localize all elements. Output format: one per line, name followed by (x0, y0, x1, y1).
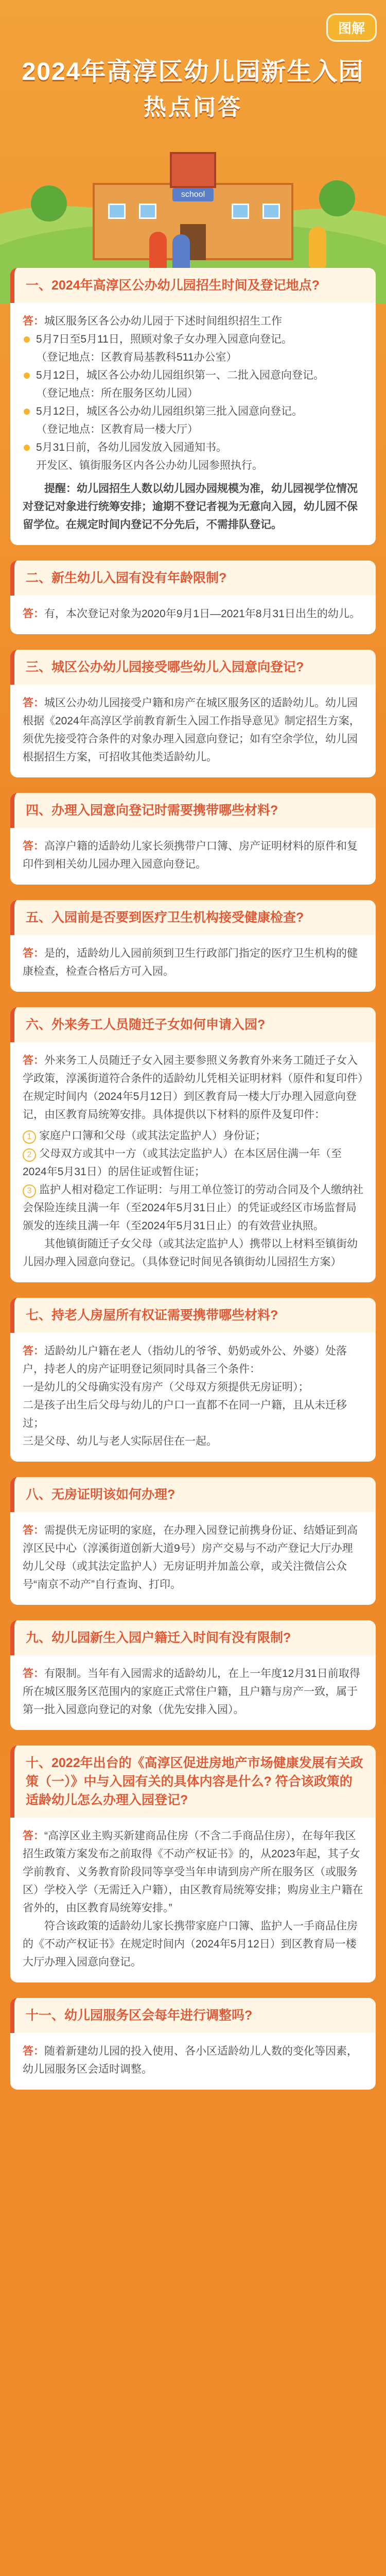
answer-label: 答： (23, 1668, 44, 1680)
answer-label: 答： (23, 947, 44, 959)
question-title: 四、办理入园意向登记时需要携带哪些材料? (26, 803, 278, 818)
qa-section-11 (10, 1998, 376, 2090)
answer-label: 答： (23, 608, 44, 620)
question-title: 十一、幼儿园服务区会每年进行调整吗? (26, 2008, 253, 2023)
question-title: 十、2022年出台的《高淳区促进房地产市场健康发展有关政策（一）》中与入园有关的具体内容是什么? 符合该政策的适龄幼儿怎么办理入园登记? (26, 1756, 363, 1807)
answer-label: 答： (23, 1524, 44, 1536)
answer-label: 答： (23, 697, 44, 709)
condition-line: 一是幼儿的父母确实没有房产（父母双方须提供无房证明）； (23, 1381, 309, 1393)
qa-list (10, 268, 376, 2105)
question-title: 三、城区公办幼儿园接受哪些幼儿入园意向登记? (26, 660, 304, 674)
answer-label: 答： (23, 1345, 44, 1357)
question-title: 六、外来务工人员随迁子女如何申请入园? (26, 1018, 266, 1032)
answer-label: 答： (23, 1055, 44, 1066)
question-title: 一、2024年高淳区公办幼儿园招生时间及登记地点? (26, 278, 320, 293)
reminder-note: 提醒：幼儿园招生人数以幼儿园办园规模为准，幼儿园视学位情况对登记对象进行统筹安排；逾期不登记者视为无意向入园，幼儿园不保留学位。在规定时间内登记不分先后，不需排队登记。 (23, 483, 358, 531)
question-title: 五、入园前是否要到医疗卫生机构接受健康检查? (26, 910, 304, 925)
qa-section-1 (10, 268, 376, 545)
qa-section-6 (10, 1007, 376, 1282)
number-1-icon: 1 (23, 1130, 36, 1144)
tree-icon (31, 185, 67, 222)
qa-section-4 (10, 793, 376, 885)
answer-text: 外来务工人员随迁子女入园主要参照义务教育外来务工随迁子女入学政策，淳溪街道符合条件的适龄幼儿凭相关证明材料（原件和复印件）在规定时间内（2024年5月12日）到区教育局一楼大厅办理入园意向登记，由区教育局统筹安排。具体提供以下材料的原件及复印件： (23, 1055, 363, 1121)
qa-section-2 (10, 561, 376, 634)
answer-text: 城区公办幼儿园接受户籍和房产在城区服务区的适龄幼儿。幼儿园根据《2024年高淳区学前教育新生入园工作指导意见》制定招生方案，须优先接受符合条件的对象办理入园意向登记；如有空余学位，幼儿园根据招生方案，可招收其他类适龄幼儿。 (23, 697, 360, 763)
list-item: 5月31日前，各幼儿园发放入园通知书。 (23, 438, 363, 456)
answer-text: 高淳户籍的适龄幼儿家长须携带户口簿、房产证明材料的原件和复印件到相关幼儿园办理入园意向登记。 (23, 840, 358, 870)
question-title: 七、持老人房屋所有权证需要携带哪些材料? (26, 1308, 278, 1323)
child-illustration (149, 232, 167, 273)
list-item: 5月12日，城区各公办幼儿园组织第一、二批入园意向登记。 (23, 366, 363, 384)
list-item-note: （登记地点：区教育局一楼大厅） (36, 423, 198, 435)
tuxie-badge: 图解 (326, 13, 377, 42)
answer-tail: 符合该政策的适龄幼儿家长携带家庭户口簿、监护人一手商品住房的《不动产权证书》在规定时间内（2024年5月12日）到区教育局一楼大厅办理入园意向登记。 (23, 1920, 358, 1968)
qa-section-7 (10, 1298, 376, 1462)
condition-line: 二是孩子出生后父母与幼儿的户口一直都不在同一户籍，且从未迁移过； (23, 1399, 347, 1429)
school-building-illustration (93, 152, 293, 260)
qa-section-8 (10, 1477, 376, 1605)
list-item: 5月7日至5月11日，照顾对象子女办理入园意向登记。 (23, 330, 363, 348)
answer-label: 答： (23, 1830, 44, 1842)
qa-section-5 (10, 900, 376, 992)
answer-tail: 其他镇街随迁子女父母（或其法定监护人）携带以上材料至镇街幼儿园办理入园意向登记。（具体登记时间见各镇街幼儿园招生方案） (23, 1238, 358, 1268)
qa-section-9 (10, 1620, 376, 1730)
tree-icon (319, 180, 355, 216)
header-banner (0, 0, 386, 278)
answer-label: 答： (23, 2045, 44, 2057)
question-title: 八、无房证明该如何办理? (26, 1487, 176, 1502)
question-title: 九、幼儿园新生入园户籍迁入时间有没有限制? (26, 1631, 291, 1645)
list-item: 5月12日，城区各公办幼儿园组织第三批入园意向登记。 (23, 402, 363, 420)
answer-text: “高淳区业主购买新建商品住房（不含二手商品住房），在每年我区招生政策方案发布之前取得《不动产权证书》的，从2023年起，其子女学前教育、义务教育阶段同等享受当年申请到房产所在服务区（或服务区）学校入学（无需迁入户籍），由区教育局统筹安排；购房业主户籍在省外的，由区教育局统筹安排。” (23, 1830, 363, 1914)
number-3-icon: 3 (23, 1184, 36, 1198)
child-illustration (309, 227, 326, 268)
list-item: 3 监护人相对稳定工作证明：与用工单位签订的劳动合同及个人缴纳社会保险连续且满一年（至2024年5月31日止）的凭证或经区市场监督局颁发的连续且满一年（至2024年5月31日止）的有效营业执照。 (23, 1184, 363, 1232)
answer-text: 是的，适龄幼儿入园前须到卫生行政部门指定的医疗卫生机构的健康检查，检查合格后方可入园。 (23, 947, 358, 977)
answer-label: 答： (23, 315, 44, 327)
page-subtitle: 热点问答 (144, 95, 242, 120)
answer-text: 有，本次登记对象为2020年9月1日—2021年8月31日出生的幼儿。 (44, 608, 360, 620)
list-item: 1 家庭户口簿和父母（或其法定监护人）身份证； (23, 1127, 363, 1145)
number-2-icon: 2 (23, 1148, 36, 1162)
condition-line: 三是父母、幼儿与老人实际居住在一起。 (23, 1435, 217, 1447)
list-item-note: （登记地点：所在服务区幼儿园） (36, 387, 198, 399)
qa-section-3 (10, 650, 376, 777)
answer-text: 城区服务区各公办幼儿园于下述时间组织招生工作 (44, 315, 282, 327)
question-title: 二、新生幼儿入园有没有年龄限制? (26, 571, 227, 585)
school-sign: school (172, 188, 214, 201)
qa-section-10 (10, 1745, 376, 1982)
answer-text: 需提供无房证明的家庭，在办理入园登记前携身份证、结婚证到高淳区民中心（淳溪街道创新大道9号）房产交易与不动产登记大厅办理幼儿父母（或其法定监护人）无房证明并加盖公章，或关注微信公众号“南京不动产”自行查询、打印。 (23, 1524, 358, 1590)
answer-label: 答： (23, 840, 44, 852)
list-item-note: 开发区、镇街服务区内各公办幼儿园参照执行。 (36, 460, 263, 471)
list-item: 2 父母双方或其中一方（或其法定监护人）在本区居住满一年（至2024年5月31日）的居住证或暂住证； (23, 1148, 342, 1178)
list-item-note: （登记地点：区教育局基教科511办公室） (36, 351, 237, 363)
answer-text: 有限制。当年有入园需求的适龄幼儿，在上一年度12月31日前取得所在城区服务区范围内的家庭正式常住户籍，且户籍与房产一致，属于第一批入园意向登记的对象（优先安排入园）。 (23, 1668, 360, 1716)
answer-text: 适龄幼儿户籍在老人（指幼儿的爷爷、奶奶或外公、外婆）处落户，持老人的房产证明登记须同时具备三个条件： (23, 1345, 347, 1375)
page-title: 2024年高淳区幼儿园新生入园 (22, 58, 364, 86)
answer-text: 随着新建幼儿园的投入使用、各小区适龄幼儿人数的变化等因素，幼儿园服务区会适时调整。 (23, 2045, 358, 2075)
